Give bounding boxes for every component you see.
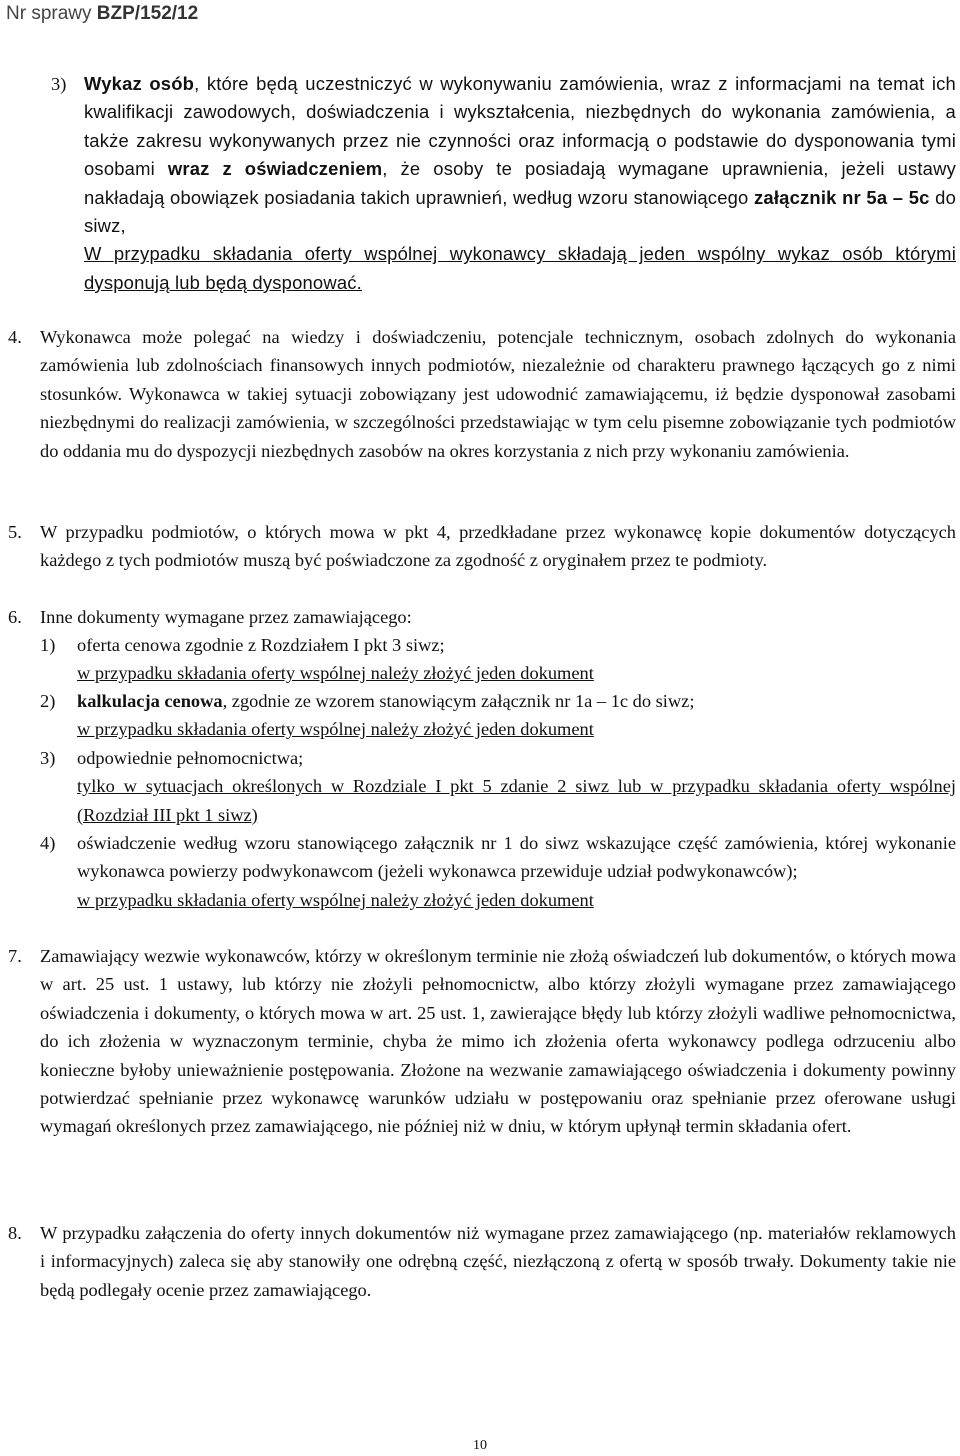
- document-header: [6, 2, 198, 26]
- item-6-1-text: oferta cenowa zgodnie z Rozdziałem I pkt 3 siwz;: [77, 635, 445, 655]
- item-8-number: 8.: [8, 1223, 22, 1243]
- item-3-lead: Wykaz osób: [84, 73, 195, 94]
- item-6-3-note: tylko w sytuacjach określonych w Rozdziale I pkt 5 zdanie 2 siwz lub w przypadku składania oferty wspólnej (Rozdział III pkt 1 siwz): [77, 776, 956, 825]
- item-6-1-note: w przypadku składania oferty wspólnej należy złożyć jeden dokument: [77, 663, 594, 684]
- case-number: BZP/152/12: [96, 3, 199, 24]
- item-3-text-1: , które będą uczestniczyć w wykonywaniu zamówienia, wraz z informacjami na temat ich kwalifikacji zawodowych, doświadczenia i wykształcenia, niezbędnych do wykonania zamówienia, a także zakresu wykonywanych przez nie czynności oraz informacją o podstawie do dysponowania tymi osobami: [84, 73, 956, 180]
- item-6-1-number: 1): [40, 635, 56, 655]
- item-6-intro: Inne dokumenty wymagane przez zamawiającego:: [40, 607, 412, 627]
- item-4-paragraph: Wykonawca może polegać na wiedzy i doświadczeniu, potencjale technicznym, osobach zdolnych do wykonania zamówienia lub zdolnościach finansowych innych podmiotów, niezależnie od charakteru prawnego łączących go z nimi stosunków. Wykonawca w takiej sytuacji zobowiązany jest udowodnić zamawiającemu, iż będzie dysponował zasobami niezbędnymi do realizacji zamówienia, w szczególności przedstawiając w tym celu pisemne zobowiązanie tych podmiotów do oddania mu do dyspozycji niezbędnych zasobów na okres korzystania z nich przy wykonaniu zamówienia.: [40, 327, 956, 461]
- item-3-bold-2: wraz z oświadczeniem: [167, 158, 383, 180]
- item-6-4-note: w przypadku składania oferty wspólnej należy złożyć jeden dokument: [77, 889, 594, 910]
- item-7-number: 7.: [8, 946, 22, 966]
- item-3-number: 3): [51, 74, 67, 94]
- item-3-bold-3: załącznik nr 5a – 5c: [754, 186, 930, 208]
- item-6-2-note: w przypadku składania oferty wspólnej należy złożyć jeden dokument: [77, 719, 594, 740]
- item-4-number: 4.: [8, 327, 22, 347]
- item-6-number: 6.: [8, 607, 22, 627]
- item-6-4-number: 4): [40, 833, 56, 853]
- item-3-note: W przypadku składania oferty wspólnej wykonawcy składają jeden wspólny wykaz osób którymi dysponują lub będą dysponować.: [84, 243, 956, 293]
- item-6-1-paragraph: [77, 631, 956, 688]
- item-6-2-bold: kalkulacja cenowa: [77, 691, 223, 711]
- item-6-4-paragraph: [77, 829, 956, 914]
- page-number: 10: [473, 1438, 487, 1453]
- item-6-4-text: oświadczenie według wzoru stanowiącego załącznik nr 1 do siwz wskazujące część zamówienia, której wykonanie wykonawca powierzy podwykonawcom (jeżeli wykonawca przewiduje udział podwykonawców);: [77, 833, 956, 882]
- item-7-paragraph: Zamawiający wezwie wykonawców, którzy w określonym terminie nie złożą oświadczeń lub dokumentów, o których mowa w art. 25 ust. 1 ustawy, lub którzy nie złożyli pełnomocnictw, albo którzy złożyli wymagane przez zamawiającego oświadczenia i dokumenty, o których mowa w art. 25 ust. 1, zawierające błędy lub którzy złożyli wadliwe pełnomocnictwa, do ich złożenia w wyznaczonym terminie, chyba że mimo ich złożenia oferta wykonawcy podlega odrzuceniu albo konieczne byłoby unieważnienie postępowania. Złożone na wezwanie zamawiającego oświadczenia i dokumenty powinny potwierdzać spełnianie przez wykonawcę warunków udziału w postępowaniu oraz spełnianie przez oferowane usługi wymagań określonych przez zamawiającego, nie później niż w dniu, w którym upłynął termin składania ofert.: [40, 946, 956, 1137]
- item-6-3-text: odpowiednie pełnomocnictwa;: [77, 748, 304, 768]
- item-5-number: 5.: [8, 522, 22, 542]
- item-5-paragraph: W przypadku podmiotów, o których mowa w pkt 4, przedkładane przez wykonawcę kopie dokumentów dotyczących każdego z tych podmiotów muszą być poświadczone za zgodność z oryginałem przez te podmioty.: [40, 522, 956, 571]
- case-label: Nr sprawy: [6, 3, 97, 24]
- item-6-2-text: , zgodnie ze wzorem stanowiącym załącznik nr 1a – 1c do siwz;: [222, 691, 695, 711]
- item-6-3-paragraph: [77, 744, 956, 829]
- item-3-paragraph: [84, 70, 956, 297]
- item-6-2-number: 2): [40, 691, 56, 711]
- item-3-text-3: do siwz,: [84, 186, 956, 237]
- item-3-text-2: , że osoby te posiadają wymagane uprawnienia, jeżeli ustawy nakładają obowiązek posiadania takich uprawnień, według wzoru stanowiącego: [84, 158, 956, 208]
- item-6-3-number: 3): [40, 748, 56, 768]
- item-8-paragraph: W przypadku załączenia do oferty innych dokumentów niż wymagane przez zamawiającego (np. materiałów reklamowych i informacyjnych) zaleca się aby stanowiły one odrębną część, niezłączoną z ofertą w sposób trwały. Dokumenty takie nie będą podlegały ocenie przez zamawiającego.: [40, 1223, 956, 1300]
- item-6-2-paragraph: [77, 687, 956, 744]
